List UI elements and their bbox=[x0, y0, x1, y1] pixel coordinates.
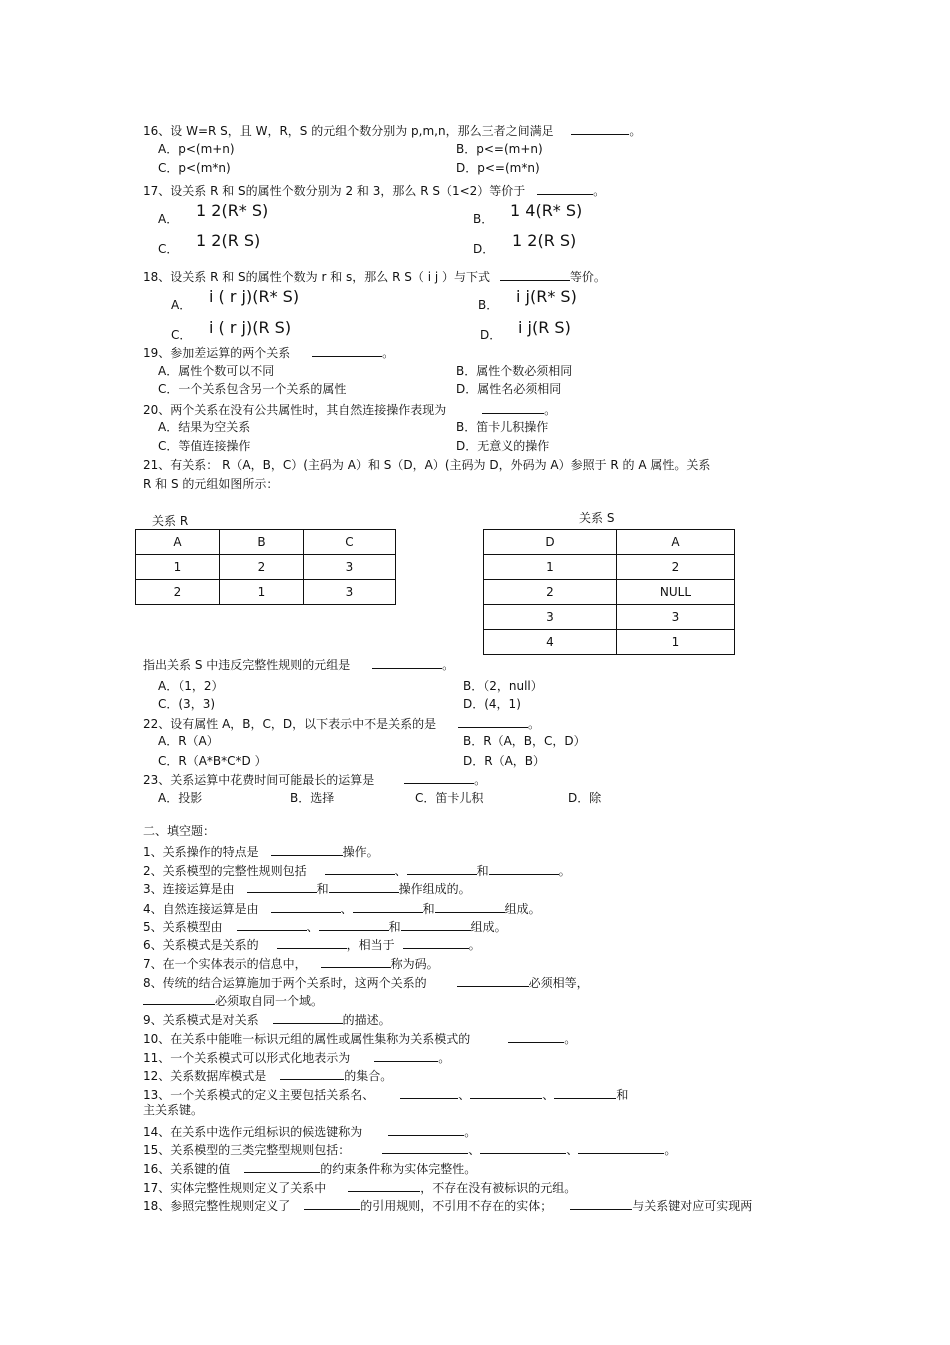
fill-item-6 bbox=[143, 937, 481, 953]
q21-end: 。 bbox=[442, 658, 455, 672]
q17-option-d-expr: 1 2(R S) bbox=[512, 231, 577, 250]
fill-blank[interactable] bbox=[321, 956, 391, 968]
q16-option-c[interactable]: C．p<(m*n) bbox=[158, 161, 231, 175]
table-header-cell: A bbox=[136, 530, 220, 555]
fill-text: 组成。 bbox=[470, 920, 507, 934]
fill-text: 操作。 bbox=[342, 845, 379, 859]
table-cell: NULL bbox=[617, 580, 735, 605]
q19-stem bbox=[143, 345, 394, 361]
fill-text: 4、自然连接运算是由 bbox=[143, 902, 259, 916]
fill-text: 11、一个关系模式可以形式化地表示为 bbox=[143, 1051, 351, 1065]
q20-blank[interactable] bbox=[482, 402, 544, 414]
table-row bbox=[136, 555, 396, 580]
q16-end: 。 bbox=[629, 124, 642, 138]
fill-blank[interactable] bbox=[554, 1087, 616, 1099]
fill-blank[interactable] bbox=[247, 881, 317, 893]
q21-option-b[interactable]: B．（2，null） bbox=[463, 679, 543, 693]
q22-option-a[interactable]: A．R（A） bbox=[158, 734, 219, 748]
fill-text: 和 bbox=[388, 920, 401, 934]
fill-blank[interactable] bbox=[457, 975, 529, 987]
fill-text: 16、关系键的值 bbox=[143, 1162, 231, 1176]
fill-item-8 bbox=[143, 975, 589, 991]
q19-option-a[interactable]: A．属性个数可以不同 bbox=[158, 364, 275, 378]
table-cell: 3 bbox=[304, 555, 396, 580]
q17-end: 。 bbox=[593, 184, 606, 198]
table-row bbox=[484, 605, 735, 630]
fill-blank[interactable] bbox=[273, 1012, 343, 1024]
relation-s-caption: 关系 S bbox=[579, 511, 615, 525]
q21-stem-text: 指出关系 S 中违反完整性规则的元组是 bbox=[143, 658, 351, 672]
q19-option-d[interactable]: D．属性名必须相同 bbox=[456, 382, 562, 396]
fill-text: 操作组成的。 bbox=[398, 882, 471, 896]
q18-option-d-label[interactable]: D． bbox=[480, 328, 502, 342]
fill-text: 15、关系模型的三类完整型规则包括： bbox=[143, 1143, 351, 1157]
fill-item-8-cont bbox=[143, 993, 323, 1009]
table-cell: 1 bbox=[220, 580, 304, 605]
fill-blank[interactable] bbox=[304, 1198, 360, 1210]
table-row bbox=[484, 630, 735, 655]
table-cell: 2 bbox=[484, 580, 617, 605]
fill-text: 的约束条件称为实体完整性。 bbox=[320, 1162, 477, 1176]
fill-blank[interactable] bbox=[401, 919, 471, 931]
fill-blank[interactable] bbox=[578, 1142, 664, 1154]
fill-blank[interactable] bbox=[435, 901, 505, 913]
table-row bbox=[484, 555, 735, 580]
fill-item-3 bbox=[143, 881, 471, 897]
fill-text: 必须相等， bbox=[528, 976, 589, 990]
fill-item-1 bbox=[143, 844, 379, 860]
q19-option-b[interactable]: B．属性个数必须相同 bbox=[456, 364, 573, 378]
q21-option-a[interactable]: A．（1，2） bbox=[158, 679, 224, 693]
fill-text: 10、在关系中能唯一标识元组的属性或属性集称为关系模式的 bbox=[143, 1032, 471, 1046]
fill-blank[interactable] bbox=[353, 901, 423, 913]
table-header-cell: C bbox=[304, 530, 396, 555]
q18-option-c-expr: i ( r j)(R S) bbox=[209, 318, 292, 337]
fill-text: 、 bbox=[340, 902, 353, 916]
fill-blank[interactable] bbox=[348, 1180, 420, 1192]
q23-stem-text: 23、关系运算中花费时间可能最长的运算是 bbox=[143, 773, 375, 787]
fill-blank[interactable] bbox=[280, 1068, 344, 1080]
table-header-cell: B bbox=[220, 530, 304, 555]
q20-option-c[interactable]: C．等值连接操作 bbox=[158, 439, 251, 453]
q17-option-a-label[interactable]: A． bbox=[158, 212, 179, 226]
q22-stem bbox=[143, 716, 540, 732]
q18-option-b-label[interactable]: B． bbox=[478, 298, 499, 312]
fill-text: 。 bbox=[464, 1125, 477, 1139]
fill-item-15 bbox=[143, 1142, 676, 1158]
fill-text: 、 bbox=[394, 864, 407, 878]
fill-text: 、 bbox=[306, 920, 319, 934]
fill-text: 和 bbox=[316, 882, 329, 896]
fill-item-16 bbox=[143, 1161, 476, 1177]
q16-option-b[interactable]: B．p<=(m+n) bbox=[456, 142, 543, 156]
q23-blank[interactable] bbox=[404, 772, 474, 784]
fill-text: 18、参照完整性规则定义了 bbox=[143, 1199, 291, 1213]
q18-blank[interactable] bbox=[500, 269, 570, 281]
fill-item-13 bbox=[143, 1087, 628, 1103]
fill-blank[interactable] bbox=[508, 1031, 564, 1043]
fill-text: 必须取自同一个域。 bbox=[215, 994, 324, 1008]
fill-blank[interactable] bbox=[388, 1124, 464, 1136]
q23-option-a[interactable]: A．投影 bbox=[158, 791, 203, 805]
fill-blank[interactable] bbox=[489, 863, 559, 875]
q18-option-a-label[interactable]: A． bbox=[171, 298, 192, 312]
q21-line2: R 和 S 的元组如图所示： bbox=[143, 477, 279, 491]
q17-stem-text: 17、设关系 R 和 S的属性个数分别为 2 和 3，那么 R S（1<2）等价于 bbox=[143, 184, 526, 198]
q18-stem-text: 18、设关系 R 和 S的属性个数为 r 和 s，那么 R S（ i j ）与下式 bbox=[143, 270, 490, 284]
section-heading: 二、填空题： bbox=[143, 824, 216, 838]
q18-stem bbox=[143, 269, 606, 285]
fill-blank[interactable] bbox=[329, 881, 399, 893]
fill-text: 17、实体完整性规则定义了关系中 bbox=[143, 1181, 327, 1195]
q18-option-c-label[interactable]: C． bbox=[171, 328, 192, 342]
fill-text: 组成。 bbox=[504, 902, 541, 916]
q17-blank[interactable] bbox=[537, 183, 593, 195]
fill-text: 3、连接运算是由 bbox=[143, 882, 235, 896]
fill-text: 。 bbox=[468, 938, 481, 952]
relation-r-table bbox=[135, 529, 396, 605]
q17-option-c-label[interactable]: C． bbox=[158, 242, 179, 256]
relation-s-table bbox=[483, 529, 735, 655]
q21-blank[interactable] bbox=[372, 657, 442, 669]
fill-item-4 bbox=[143, 901, 541, 917]
table-header-cell: D bbox=[484, 530, 617, 555]
fill-text: 1、关系操作的特点是 bbox=[143, 845, 259, 859]
fill-text: 14、在关系中选作元组标识的候选键称为 bbox=[143, 1125, 363, 1139]
q20-option-d[interactable]: D．无意义的操作 bbox=[456, 439, 550, 453]
fill-item-5 bbox=[143, 919, 507, 935]
q16-stem-text: 16、设 W=R S，且 W，R，S 的元组个数分别为 p,m,n，那么三者之间满足 bbox=[143, 124, 554, 138]
table-cell: 3 bbox=[484, 605, 617, 630]
fill-blank[interactable] bbox=[237, 919, 307, 931]
q22-option-d[interactable]: D．R（A，B） bbox=[463, 754, 546, 768]
fill-text: 12、关系数据库模式是 bbox=[143, 1069, 267, 1083]
table-header-cell: A bbox=[617, 530, 735, 555]
fill-blank[interactable] bbox=[244, 1161, 320, 1173]
fill-item-13-cont: 主关系键。 bbox=[143, 1103, 204, 1117]
fill-item-14 bbox=[143, 1124, 476, 1140]
fill-text: 的集合。 bbox=[344, 1069, 393, 1083]
q23-end: 。 bbox=[474, 773, 487, 787]
q18-option-a-expr: i ( r j)(R* S) bbox=[209, 287, 300, 306]
fill-blank[interactable] bbox=[400, 1087, 458, 1099]
q19-option-c[interactable]: C．一个关系包含另一个关系的属性 bbox=[158, 382, 347, 396]
fill-blank[interactable] bbox=[570, 1198, 632, 1210]
q23-stem bbox=[143, 772, 486, 788]
q23-option-c[interactable]: C．笛卡儿积 bbox=[415, 791, 484, 805]
table-cell: 2 bbox=[617, 555, 735, 580]
fill-blank[interactable] bbox=[325, 863, 395, 875]
fill-blank[interactable] bbox=[271, 901, 341, 913]
q23-option-b[interactable]: B．选择 bbox=[290, 791, 335, 805]
table-row bbox=[484, 530, 735, 555]
fill-item-11 bbox=[143, 1050, 450, 1066]
q22-option-b[interactable]: B．R（A，B，C，D） bbox=[463, 734, 586, 748]
fill-text: 、 bbox=[458, 1088, 471, 1102]
fill-text: 5、关系模型由 bbox=[143, 920, 223, 934]
fill-blank[interactable] bbox=[470, 1087, 542, 1099]
fill-text: 的引用规则，不引用不存在的实体； bbox=[360, 1199, 553, 1213]
fill-text: 。 bbox=[438, 1051, 451, 1065]
table-cell: 3 bbox=[304, 580, 396, 605]
fill-text: 8、传统的结合运算施加于两个关系时，这两个关系的 bbox=[143, 976, 427, 990]
table-row bbox=[136, 530, 396, 555]
q20-stem-text: 20、两个关系在没有公共属性时，其自然连接操作表现为 bbox=[143, 403, 447, 417]
table-cell: 1 bbox=[617, 630, 735, 655]
fill-text: 6、关系模式是关系的 bbox=[143, 938, 259, 952]
q22-blank[interactable] bbox=[458, 716, 528, 728]
q22-end: 。 bbox=[527, 717, 540, 731]
fill-item-12 bbox=[143, 1068, 392, 1084]
q18-end: 等价。 bbox=[569, 270, 606, 284]
fill-item-9 bbox=[143, 1012, 391, 1028]
q18-option-d-expr: i j(R S) bbox=[518, 318, 571, 337]
q21-stem bbox=[143, 657, 454, 673]
fill-text: 9、关系模式是对关系 bbox=[143, 1013, 259, 1027]
fill-text: 7、在一个实体表示的信息中， bbox=[143, 957, 307, 971]
fill-item-17 bbox=[143, 1180, 576, 1196]
fill-item-18 bbox=[143, 1198, 752, 1214]
table-cell: 2 bbox=[136, 580, 220, 605]
q22-option-c[interactable]: C．R（A*B*C*D ） bbox=[158, 754, 267, 768]
fill-text: 和 bbox=[616, 1088, 629, 1102]
q17-option-b-expr: 1 4(R* S) bbox=[510, 201, 583, 220]
q20-stem bbox=[143, 402, 556, 418]
fill-blank[interactable] bbox=[271, 844, 343, 856]
q19-blank[interactable] bbox=[312, 345, 382, 357]
fill-blank[interactable] bbox=[319, 919, 389, 931]
q21-option-c[interactable]: C．(3，3) bbox=[158, 697, 216, 711]
q17-option-d-label[interactable]: D． bbox=[473, 242, 495, 256]
q17-stem bbox=[143, 183, 605, 199]
q21-option-d[interactable]: D．(4，1) bbox=[463, 697, 521, 711]
q20-option-b[interactable]: B．笛卡儿积操作 bbox=[456, 420, 549, 434]
fill-text: 、 bbox=[468, 1143, 481, 1157]
q16-option-a[interactable]: A．p<(m+n) bbox=[158, 142, 235, 156]
fill-text: 与关系键对应可实现两 bbox=[632, 1199, 753, 1213]
fill-text: 13、一个关系模式的定义主要包括关系名、 bbox=[143, 1088, 375, 1102]
fill-text: 、 bbox=[542, 1088, 555, 1102]
fill-text: 、 bbox=[566, 1143, 579, 1157]
q17-option-a-expr: 1 2(R* S) bbox=[196, 201, 269, 220]
table-row bbox=[484, 580, 735, 605]
fill-text: 称为码。 bbox=[390, 957, 439, 971]
fill-blank[interactable] bbox=[143, 993, 215, 1005]
fill-text: 2、关系模型的完整性规则包括 bbox=[143, 864, 307, 878]
relation-r-caption: 关系 R bbox=[152, 514, 189, 528]
q16-blank[interactable] bbox=[571, 123, 629, 135]
fill-text: ，不存在没有被标识的元组。 bbox=[420, 1181, 577, 1195]
q16-option-d[interactable]: D．p<=(m*n) bbox=[456, 161, 540, 175]
q20-option-a[interactable]: A．结果为空关系 bbox=[158, 420, 251, 434]
fill-text: ，相当于 bbox=[346, 938, 395, 952]
fill-blank[interactable] bbox=[277, 937, 347, 949]
q18-option-b-expr: i j(R* S) bbox=[516, 287, 577, 306]
fill-blank[interactable] bbox=[407, 863, 477, 875]
fill-item-7 bbox=[143, 956, 439, 972]
fill-blank[interactable] bbox=[480, 1142, 566, 1154]
q17-option-b-label[interactable]: B． bbox=[473, 212, 494, 226]
q22-stem-text: 22、设有属性 A，B，C，D，以下表示中不是关系的是 bbox=[143, 717, 437, 731]
table-cell: 1 bbox=[484, 555, 617, 580]
table-row bbox=[136, 580, 396, 605]
table-cell: 4 bbox=[484, 630, 617, 655]
fill-text: 和 bbox=[476, 864, 489, 878]
table-cell: 2 bbox=[220, 555, 304, 580]
table-cell: 3 bbox=[617, 605, 735, 630]
fill-text: 和 bbox=[422, 902, 435, 916]
fill-text: 的描述。 bbox=[342, 1013, 391, 1027]
q19-stem-text: 19、参加差运算的两个关系 bbox=[143, 346, 291, 360]
fill-item-10 bbox=[143, 1031, 576, 1047]
q16-stem bbox=[143, 123, 641, 139]
fill-blank[interactable] bbox=[382, 1142, 468, 1154]
q21-line1: 21、有关系： R（A，B，C）(主码为 A）和 S（D，A）(主码为 D，外码为 A）参照于 R 的 A 属性。关系 bbox=[143, 458, 711, 472]
fill-text: 。 bbox=[564, 1032, 577, 1046]
fill-item-2 bbox=[143, 863, 571, 879]
q20-end: 。 bbox=[544, 403, 557, 417]
q17-option-c-expr: 1 2(R S) bbox=[196, 231, 261, 250]
fill-text: 。 bbox=[664, 1143, 677, 1157]
fill-blank[interactable] bbox=[374, 1050, 438, 1062]
fill-blank[interactable] bbox=[403, 937, 469, 949]
q23-option-d[interactable]: D．除 bbox=[568, 791, 602, 805]
q19-end: 。 bbox=[382, 346, 395, 360]
fill-text: 。 bbox=[558, 864, 571, 878]
table-cell: 1 bbox=[136, 555, 220, 580]
